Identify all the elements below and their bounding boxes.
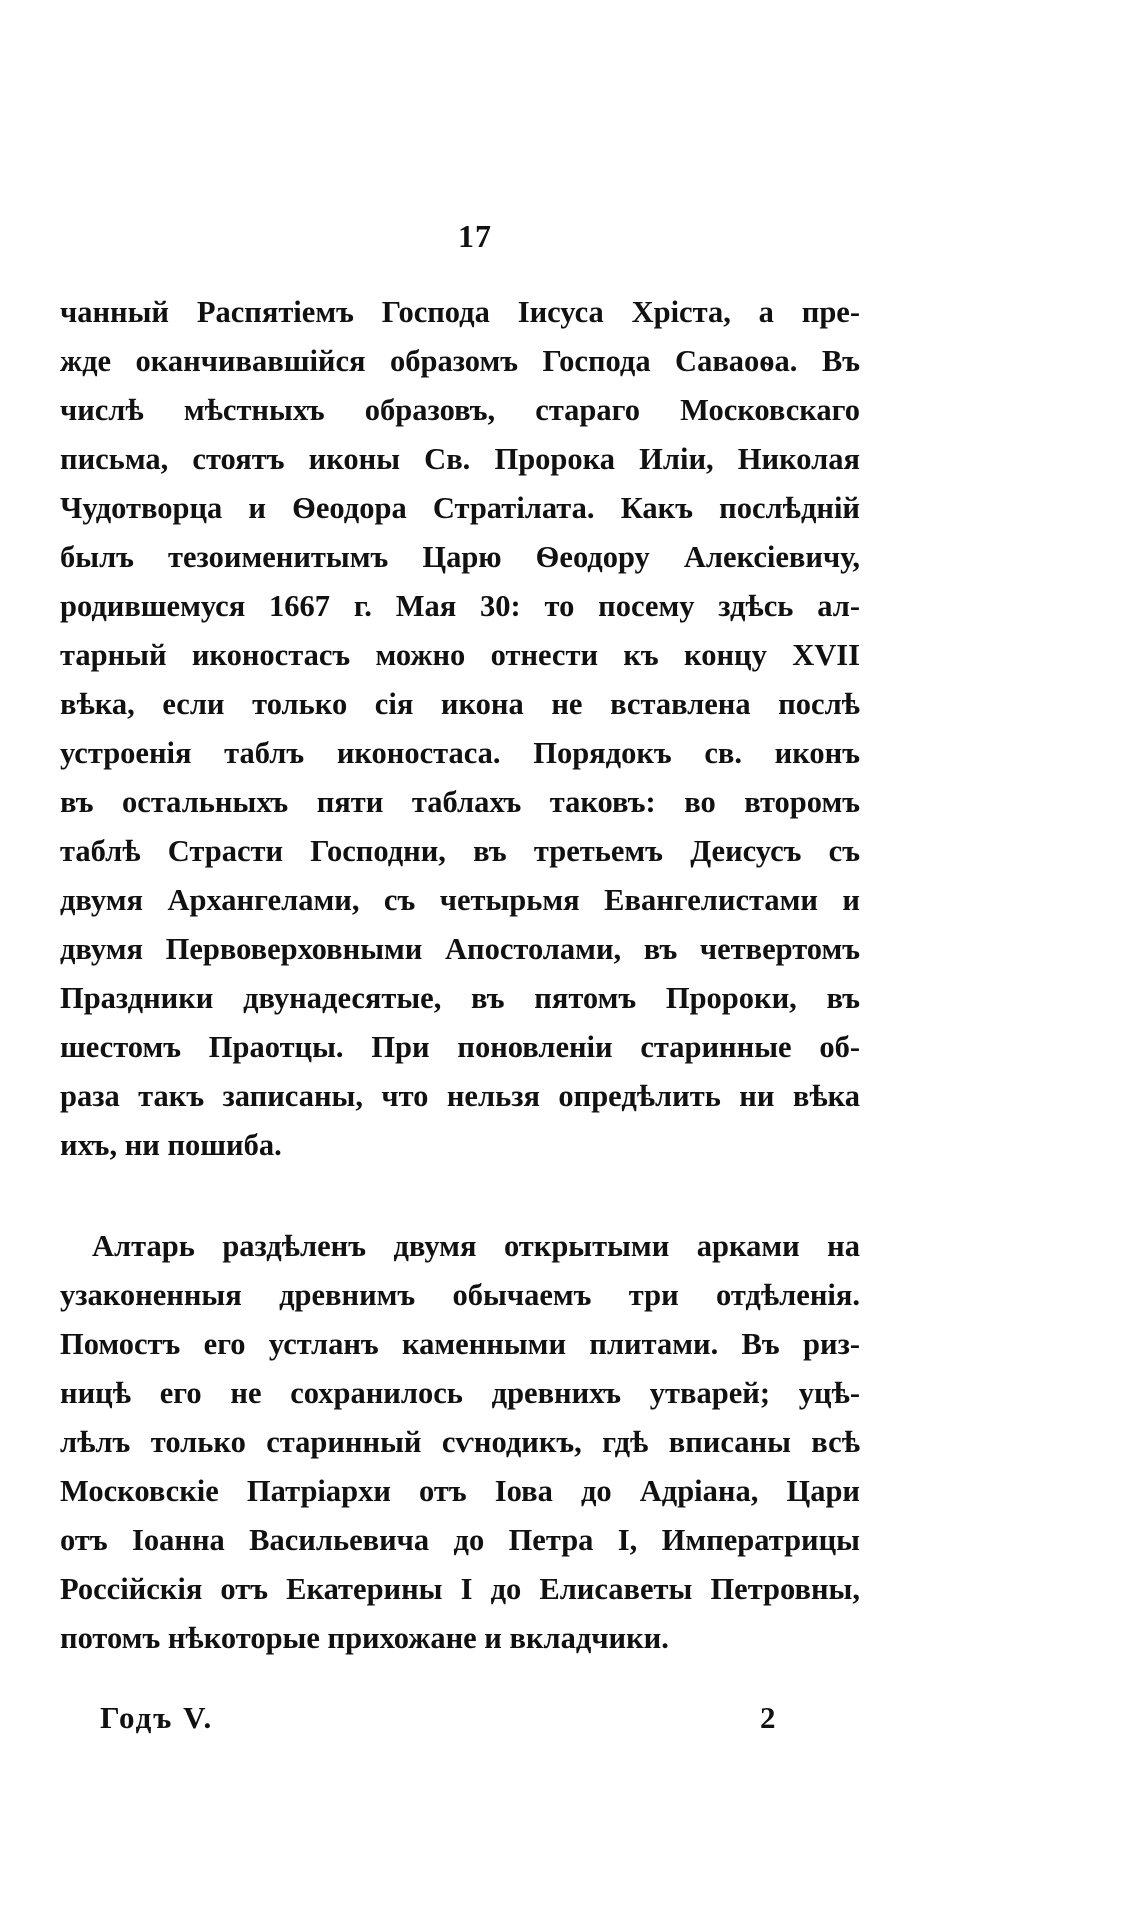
text-line: чанный Распятіемъ Господа Іисуса Хріста, а пре- xyxy=(60,295,860,329)
text-line: тарный иконостасъ можно отнести къ концу XVII xyxy=(60,638,860,672)
text-line: числѣ мѣстныхъ образовъ, стараго Московскаго xyxy=(60,393,860,427)
text-line: отъ Іоанна Васильевича до Петра I, Императрицы xyxy=(60,1523,860,1557)
text-line: ницѣ его не сохранилось древнихъ утварей; уцѣ- xyxy=(60,1376,860,1410)
text-line: Праздники двунадесятые, въ пятомъ Пророки, въ xyxy=(60,981,860,1015)
text-line: былъ тезоименитымъ Царю Ѳеодору Алексіевичу, xyxy=(60,540,860,574)
text-line: двумя Первоверховными Апостолами, въ четвертомъ xyxy=(60,932,860,966)
text-line: вѣка, если только сія икона не вставлена послѣ xyxy=(60,687,860,721)
text-line: двумя Архангелами, съ четырьмя Евангелистами и xyxy=(60,883,860,917)
text-line: шестомъ Праотцы. При поновленіи старинные об- xyxy=(60,1030,860,1064)
paragraph-2 xyxy=(60,1222,860,1663)
signature-label: Годъ V. xyxy=(100,1700,214,1735)
text-line: Московскіе Патріархи отъ Іова до Адріана, Цари xyxy=(60,1474,860,1508)
text-line: таблѣ Страсти Господни, въ третьемъ Деисусъ съ xyxy=(60,834,860,868)
text-line: Чудотворца и Ѳеодора Стратілата. Какъ послѣдній xyxy=(60,491,860,525)
text-line: Алтарь раздѣленъ двумя открытыми арками на xyxy=(92,1229,860,1263)
text-line: устроенія таблъ иконостаса. Порядокъ св. иконъ xyxy=(60,736,860,770)
text-line: лѣлъ только старинный сѵнодикъ, гдѣ вписаны всѣ xyxy=(60,1425,860,1459)
text-line: раза такъ записаны, что нельзя опредѣлить ни вѣка xyxy=(60,1079,860,1113)
paragraph-1 xyxy=(60,288,860,1170)
text-line: Помостъ его устланъ каменными плитами. Въ риз- xyxy=(60,1327,860,1361)
text-line: родившемуся 1667 г. Мая 30: то посему здѣсь ал- xyxy=(60,589,860,623)
text-line: письма, стоятъ иконы Св. Пророка Иліи, Николая xyxy=(60,442,860,476)
text-line: узаконенныя древнимъ обычаемъ три отдѣленія. xyxy=(60,1278,860,1312)
signature-number: 2 xyxy=(760,1700,776,1735)
text-line: потомъ нѣкоторые прихожане и вкладчики. xyxy=(60,1621,669,1655)
text-line: ихъ, ни пошиба. xyxy=(60,1128,282,1162)
text-line: въ остальныхъ пяти таблахъ таковъ: во второмъ xyxy=(60,785,860,819)
text-line: жде оканчивавшійся образомъ Господа Саваоѳа. Въ xyxy=(60,344,860,378)
text-line: Россійскія отъ Екатерины I до Елисаветы Петровны, xyxy=(60,1572,860,1606)
page-number: 17 xyxy=(458,218,492,254)
